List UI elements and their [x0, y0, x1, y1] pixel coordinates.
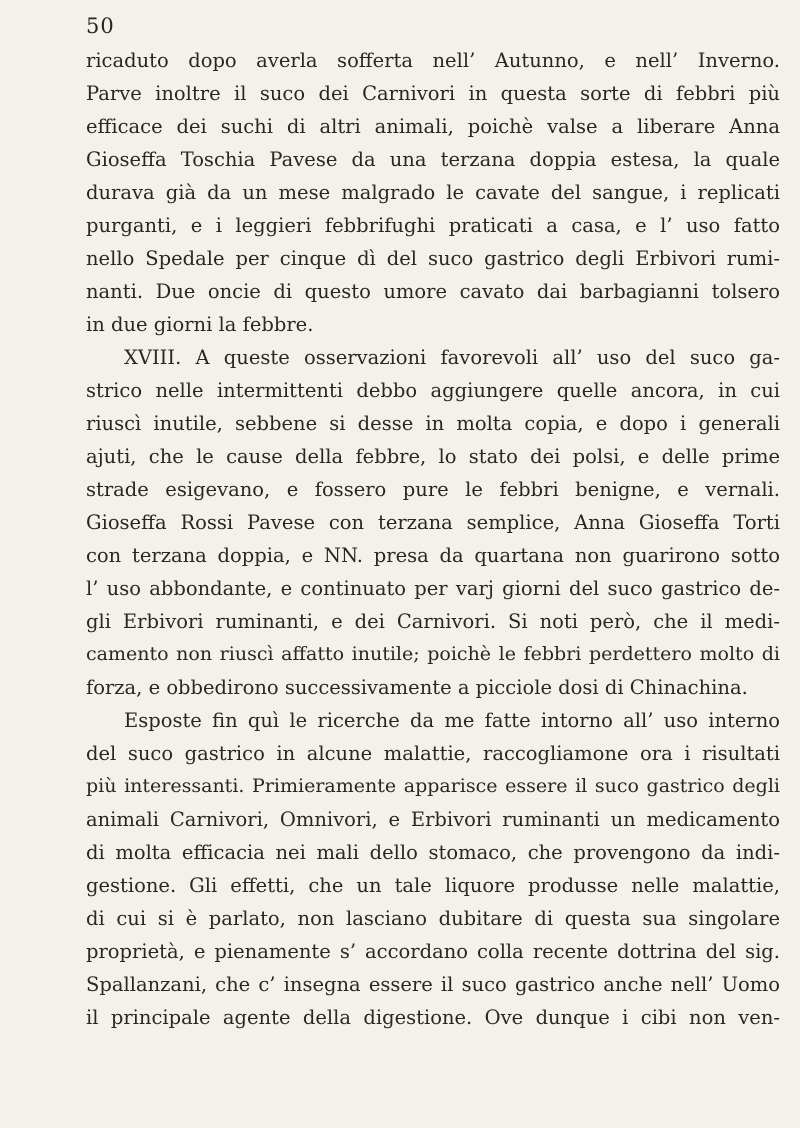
body-text — [86, 44, 780, 1034]
text-line: Gioseffa Rossi Pavese con terzana semplice, Anna Gioseffa Torti — [86, 511, 780, 534]
text-line: Esposte fin quì le ricerche da me fatte intorno all’ uso interno — [124, 709, 780, 732]
text-line: ajuti, che le cause della febbre, lo stato dei polsi, e delle prime — [86, 445, 780, 468]
text-line: del suco gastrico in alcune malattie, raccogliamone ora i risultati — [86, 742, 780, 765]
text-line: XVIII. A queste osservazioni favorevoli all’ uso del suco ga- — [124, 346, 780, 369]
text-line: di cui si è parlato, non lasciano dubitare di questa sua singolare — [86, 907, 780, 930]
text-line: di molta efficacia nei mali dello stomaco, che provengono da indi- — [86, 841, 780, 864]
text-line: gli Erbivori ruminanti, e dei Carnivori. Si noti però, che il medi- — [86, 610, 780, 633]
text-line: Spallanzani, che c’ insegna essere il suco gastrico anche nell’ Uomo — [86, 973, 780, 996]
text-line: riuscì inutile, sebbene si desse in molta copia, e dopo i generali — [86, 412, 780, 435]
text-line: ricaduto dopo averla sofferta nell’ Autunno, e nell’ Inverno. — [86, 49, 780, 72]
text-line: l’ uso abbondante, e continuato per varj giorni del suco gastrico de- — [86, 577, 780, 600]
text-line: con terzana doppia, e NN. presa da quartana non guarirono sotto — [86, 544, 780, 567]
text-line: animali Carnivori, Omnivori, e Erbivori ruminanti un medicamento — [86, 808, 780, 831]
text-line: strico nelle intermittenti debbo aggiungere quelle ancora, in cui — [86, 379, 780, 402]
text-line: proprietà, e pienamente s’ accordano colla recente dottrina del sig. — [86, 940, 780, 963]
text-line: Gioseffa Toschia Pavese da una terzana doppia estesa, la quale — [86, 148, 780, 171]
text-line: camento non riuscì affatto inutile; poichè le febbri perdettero molto di — [86, 643, 780, 665]
text-line: durava già da un mese malgrado le cavate del sangue, i replicati — [86, 181, 780, 204]
text-line: nello Spedale per cinque dì del suco gastrico degli Erbivori rumi- — [86, 247, 780, 270]
text-line: efficace dei suchi di altri animali, poichè valse a liberare Anna — [86, 115, 780, 138]
text-line: forza, e obbedirono successivamente a picciole dosi di Chinachina. — [86, 676, 748, 699]
text-line: purganti, e i leggieri febbrifughi praticati a casa, e l’ uso fatto — [86, 214, 780, 237]
text-line: gestione. Gli effetti, che un tale liquore produsse nelle malattie, — [86, 874, 780, 897]
text-line: strade esigevano, e fossero pure le febbri benigne, e vernali. — [86, 478, 780, 501]
text-line: in due giorni la febbre. — [86, 313, 314, 336]
text-line: nanti. Due oncie di questo umore cavato dai barbagianni tolsero — [86, 280, 780, 303]
text-line: Parve inoltre il suco dei Carnivori in questa sorte di febbri più — [86, 82, 780, 105]
page-number: 50 — [86, 14, 115, 38]
text-line: più interessanti. Primieramente apparisce essere il suco gastrico degli — [86, 775, 780, 797]
text-line: il principale agente della digestione. Ove dunque i cibi non ven- — [86, 1006, 780, 1029]
